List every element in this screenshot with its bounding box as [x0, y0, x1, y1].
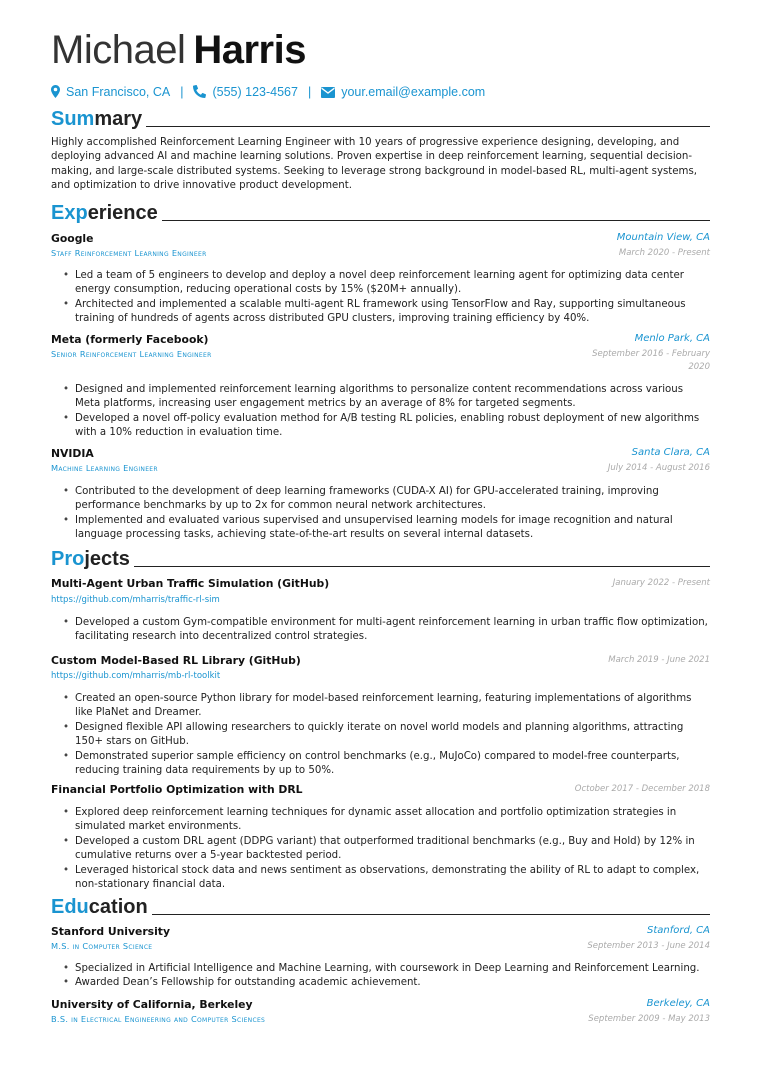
- list-item: • Demonstrated superior sample efficiency on control benchmarks (e.g., MuJoCo) compared to model-free counterparts, reducing training data requirements by up to 50%.: [51, 750, 710, 779]
- job-bullets: [51, 485, 710, 543]
- list-item: • Developed a custom DRL agent (DDPG variant) that outperformed traditional benchmarks (e.g., Buy and Hold) by 12% in cumulative returns over a 5-year backtested period.: [51, 835, 710, 864]
- envelope-icon: [321, 85, 341, 99]
- job-location: Santa Clara, CA: [631, 447, 710, 458]
- projects-heading: Projects: [51, 548, 710, 570]
- job-company: Google: [51, 232, 94, 245]
- list-item: • Contributed to the development of deep learning frameworks (CUDA-X AI) for GPU-accelerated training, improving performance benchmarks by up to 2x for common neural network architectures.: [51, 485, 710, 514]
- project-dates: October 2017 - December 2018: [574, 784, 710, 794]
- list-item: • Developed a novel off-policy evaluation method for A/B testing RL policies, enabling robust deployment of new algorithms with a 10% reduction in evaluation time.: [51, 412, 710, 441]
- school-name: University of California, Berkeley: [51, 998, 253, 1011]
- project-title: Financial Portfolio Optimization with DRL: [51, 783, 303, 796]
- school-dates: September 2013 - June 2014: [587, 941, 710, 951]
- list-item: • Designed flexible API allowing researchers to quickly iterate on novel world models and planning algorithms, attracting 150+ stars on GitHub.: [51, 721, 710, 750]
- project-dates: January 2022 - Present: [612, 578, 710, 588]
- project-bullets: [51, 616, 710, 645]
- project-bullets: [51, 806, 710, 892]
- job-company: NVIDIA: [51, 447, 94, 460]
- list-item: • Created an open-source Python library for model-based reinforcement learning, featuring implementations of algorithms like PlaNet and Dreamer.: [51, 692, 710, 721]
- resume-name: [51, 26, 306, 74]
- project-dates: March 2019 - June 2021: [608, 655, 710, 665]
- job-dates: July 2014 - August 2016: [607, 463, 710, 473]
- list-item: • Implemented and evaluated various supervised and unsupervised learning models for image recognition and natural language processing tasks, achieving state-of-the-art results on several internal datasets.: [51, 514, 710, 543]
- project-title: Multi-Agent Urban Traffic Simulation (GitHub): [51, 577, 330, 590]
- phone-text[interactable]: (555) 123-4567: [212, 85, 298, 99]
- job-dates: September 2016 - February: [592, 349, 710, 359]
- job-title: Machine Learning Engineer: [51, 463, 158, 473]
- section-rule: [162, 220, 710, 221]
- job-location: Mountain View, CA: [616, 232, 710, 243]
- summary-heading: Summary: [51, 108, 710, 130]
- last-name: Harris: [193, 28, 306, 72]
- phone-icon: [193, 85, 212, 99]
- email-link[interactable]: your.email@example.com: [341, 85, 486, 99]
- school-bullets: [51, 962, 710, 991]
- job-location: Menlo Park, CA: [634, 333, 710, 344]
- contact-separator: |: [307, 85, 312, 99]
- list-item: • Developed a custom Gym-compatible environment for multi-agent reinforcement learning in urban traffic flow optimization, facilitating research into decentralized control strategies.: [51, 616, 710, 645]
- section-rule: [134, 566, 710, 567]
- list-item: • Led a team of 5 engineers to develop and deploy a novel deep reinforcement learning agent for optimizing data center energy consumption, reducing operational costs by 15% ($20M+ annually).: [51, 269, 710, 298]
- school-location: Stanford, CA: [646, 925, 710, 936]
- location-text: San Francisco, CA: [66, 85, 171, 99]
- job-title: Staff Reinforcement Learning Engineer: [51, 248, 207, 258]
- list-item: • Awarded Dean’s Fellowship for outstanding academic achievement.: [51, 976, 710, 990]
- list-item: • Architected and implemented a scalable multi-agent RL framework using TensorFlow and Ray, supporting simultaneous training of hundreds of agents across distributed GPU clusters, improving training efficiency by 40%.: [51, 298, 710, 327]
- first-name: Michael: [51, 28, 186, 72]
- degree-title: M.S. in Computer Science: [51, 941, 153, 951]
- job-bullets: [51, 269, 710, 327]
- summary-text: Highly accomplished Reinforcement Learning Engineer with 10 years of progressive experience designing, developing, and deploying advanced AI and machine learning solutions. Proven expertise in deep reinforcement learning, sequential decision-making, and large-scale distributed systems. Seeking to leverage strong background in model-based RL, multi-agent systems, and optimization to drive innovative product development.: [51, 137, 698, 192]
- experience-heading: Experience: [51, 202, 710, 224]
- school-location: Berkeley, CA: [646, 998, 710, 1009]
- job-dates-cont: 2020: [688, 362, 710, 372]
- contact-separator: |: [180, 85, 184, 99]
- job-dates: March 2020 - Present: [618, 248, 710, 258]
- list-item: • Designed and implemented reinforcement learning algorithms to personalize content recommendations across various Meta platforms, increasing user engagement metrics by an average of 8% for targeted segments.: [51, 383, 710, 412]
- project-link[interactable]: https://github.com/mharris/traffic-rl-sim: [51, 595, 220, 605]
- list-item: • Specialized in Artificial Intelligence and Machine Learning, with coursework in Deep Learning and Reinforcement Learning.: [51, 962, 710, 976]
- map-pin-icon: [51, 85, 66, 99]
- project-title: Custom Model-Based RL Library (GitHub): [51, 654, 301, 667]
- school-name: Stanford University: [51, 925, 171, 938]
- project-link[interactable]: https://github.com/mharris/mb-rl-toolkit: [51, 671, 221, 681]
- job-title: Senior Reinforcement Learning Engineer: [51, 349, 212, 359]
- project-bullets: [51, 692, 710, 778]
- list-item: • Explored deep reinforcement learning techniques for dynamic asset allocation and portfolio optimization strategies in simulated market environments.: [51, 806, 710, 835]
- job-company: Meta (formerly Facebook): [51, 333, 209, 346]
- section-rule: [146, 126, 710, 127]
- degree-title: B.S. in Electrical Engineering and Computer Sciences: [51, 1014, 266, 1024]
- job-bullets: [51, 383, 710, 441]
- contact-line: [51, 85, 485, 99]
- school-dates: September 2009 - May 2013: [588, 1014, 710, 1024]
- section-rule: [152, 914, 710, 915]
- list-item: • Leveraged historical stock data and news sentiment as observations, demonstrating the ability of RL to adapt to complex, non-stationary financial data.: [51, 864, 710, 893]
- education-heading: Education: [51, 896, 710, 918]
